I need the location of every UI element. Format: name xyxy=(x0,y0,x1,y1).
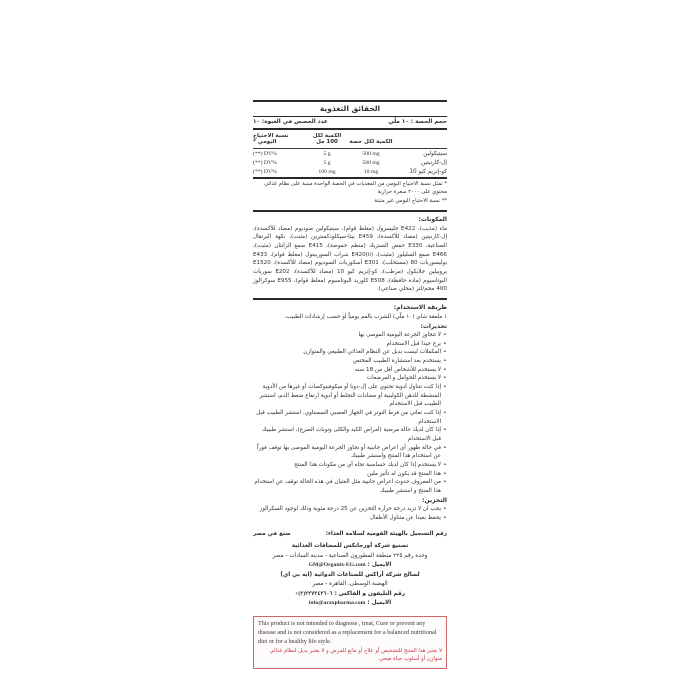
storage-item: • يجب ان لا تزيد درجة حرارة التخزين عن 25 درجة مئوية وذلك لوجود السكرالوز xyxy=(253,505,447,514)
storage-heading: التخزين: xyxy=(422,496,447,504)
registration-row xyxy=(253,531,447,537)
nutrient-per-serving: 10 mg xyxy=(363,169,379,176)
marketing-email: info@araxpharma.com xyxy=(308,599,366,606)
nutrient-daily-value: (**) DV% xyxy=(253,169,277,176)
footnote-daily-value: * تمثل نسبة الاحتياج اليومي من المغذيات في الحصة الواحدة مبنية على نظام غذائي محتوي على ٢٠٠٠ سعرة حرارية xyxy=(264,181,447,196)
serving-size: حجم الحصة : ١٠ ملّي xyxy=(388,119,447,125)
marketing-company-address: الهضبة الوسطى، القاهرة - مصر xyxy=(312,581,388,588)
warning-item: • في حالة ظهور أي اعراض جانبية أو تجاوز الجرعة اليومية الموصى بها توقف فوراً عن استخدام هذا المنتج واستشر طبيبك xyxy=(253,444,447,461)
warning-item: • لا يستخدم إذا كان لديك حساسية تجاه أي من مكونات هذا المنتج xyxy=(253,461,447,470)
storage-list xyxy=(253,505,447,522)
manufacturer-name: تصنيع شركة أورجانكس للمضافات الغذائية xyxy=(291,543,409,550)
warning-item: • لا يستخدم للحوامل و المرضعات xyxy=(253,374,447,383)
col-header-nutrient xyxy=(395,143,447,148)
usage-heading: طريقة الاستخدام: xyxy=(393,303,447,311)
footnote-not-established: ** نسبة الاحتياج اليومي غير مثبتة xyxy=(374,198,447,205)
nutrition-facts-title: الحقائق التغذوية xyxy=(319,104,381,113)
company-block xyxy=(253,542,447,608)
ingredients-text: ماء (مذيب)، E422 جليسرول (مغلظ قوام)، سيتيكولين صوديوم (مضاد للأكسدة)، إل-كارنيتين (مضاد للأكسدة)، E459 بيتا-سيكلودكسترين (مثبت)، نكهة البرتقال الصناعية، E330 حمض الستريك (منظم حموضة)، E415 صمغ الزانثان (مثبت)، E466 صمغ السليلوز (مثبت)، E420(ii) شراب السوربيتول (مغلظ قوام)، E433 بوليسوربات 80 (مستحلب)، E301 أسكوربات الصوديوم (مضاد للأكسدة)، E1520 بروبيلين جلايكول (مرطب)، كو-إنزيم كيو 10 (مضاد للأكسدة)، E202 سوربات البوتاسيوم (مادة حافظة)، E508 كلوريد البوتاسيوم (مغلظ قوام)، E955 سوكرالوز 400 مجم/لتر (محلي صناعي). xyxy=(253,225,448,293)
warning-item: • يستخدم بعد استشارة الطبيب المختص xyxy=(253,357,447,366)
warning-item: • إذا كان لديك حالة مرضية (أمراض الكبد والكلى ونوبات الصرع)، استشر طبيبك قبل الاستخدام xyxy=(253,426,447,443)
registration-number-label: رقم التسجيل بالهيئة القومية لسلامة الغذاء: xyxy=(325,531,447,538)
nutrition-facts-panel xyxy=(253,100,447,212)
nutrition-table xyxy=(253,130,447,149)
phone-fax-label: رقم التليفون و الفاكس : xyxy=(334,590,405,597)
phone-fax-line xyxy=(253,590,447,599)
manufacturer-email-line xyxy=(253,561,447,570)
warnings-list xyxy=(253,331,447,495)
warning-item: • المكملات ليست بديل عن النظام الغذائي الطبيعي والمتوازن xyxy=(253,348,447,357)
nutrient-name: سيتيكولين xyxy=(423,150,447,157)
col-header-daily-value: نسبة الاحتياج اليومي * xyxy=(253,132,289,146)
warning-item: • لا يستخدم للأشخاص أقل من 18 سنه xyxy=(253,366,447,375)
nutrition-table-body xyxy=(253,149,447,177)
nutrient-per-serving: 500 mg xyxy=(362,150,380,157)
disclaimer-english: This product is not intended to diagnose , treat, Cure or prevent any disease and is not considered as a replacement for a balanced nutritional diet or for a healthy life style. xyxy=(258,620,437,645)
made-in-label: صنع في مصر xyxy=(253,531,291,538)
marketing-email-line xyxy=(253,599,447,608)
daily-value-footnotes xyxy=(253,179,447,210)
warnings-heading: تحذيرات: xyxy=(420,322,447,330)
nutrient-per-100ml: 100 mg xyxy=(318,169,336,176)
nutrient-per-100ml: 5 g xyxy=(323,150,331,157)
nutrient-per-serving: 500 mg xyxy=(362,160,380,167)
warning-item: • من المعروف حدوث اعراض جانبية مثل الغثيان في هذه الحالة توقف عن استخدام هذا المنتج و استشر طبيبك xyxy=(253,478,447,495)
warning-item: • لا تتجاوز الجرعة اليومية الموصى بها xyxy=(253,331,447,340)
warning-item: • إذا كنت تعاني من فرط التوتر في الجهاز العصبي السمبتاوي، استشر الطبيب قبل الاستخدام xyxy=(253,409,447,426)
ingredients-section xyxy=(253,212,447,298)
col-header-per-100ml: الكمية لكل 100 مل xyxy=(312,132,342,146)
warning-item: • إذا كنت تتناول أدوية تحتوي على إل-دوبا أو ميكوفينوكسات أو غيرها من الأدوية المنشطة للذهن الكولينية أو مضادات التجلط أو أدوية ارتفاع ضغط الدم، استشر الطبيب قبل الاستخدام xyxy=(253,383,447,409)
nutrient-name: كو-إنزيم كيو 10 xyxy=(409,169,447,176)
disclaimer-box xyxy=(253,616,447,669)
manufacturer-address: وحدة رقم ٢٢٥ منطقة المطورون الصناعية - مدينة السادات - مصر xyxy=(272,552,428,559)
disclaimer-arabic: لا يعتبر هذا المنتج للتشخيص أو علاج أو مانع للمرض و لا يعتبر بديل لنظام غذائي متوازن أو أسلوب حياة صحي xyxy=(269,648,442,663)
supplement-label xyxy=(253,100,447,669)
col-header-per-serving: الكمية لكل حصة xyxy=(349,139,393,146)
storage-item: • يحفظ بعيدا عن متناول الأطفال xyxy=(253,514,447,523)
serving-row xyxy=(253,117,447,128)
email-label: الايميل : xyxy=(367,562,392,569)
warning-item: • يرج جيدا قبل الاستخدام xyxy=(253,340,447,349)
nutrient-name: إل-كارنيتين xyxy=(420,160,447,167)
nutrient-daily-value: (**) DV% xyxy=(253,160,277,167)
ingredients-heading: المكونات: xyxy=(418,216,447,224)
servings-per-container: عدد الحصص في العبوة: ١٠ xyxy=(253,119,328,125)
phone-fax-number: +(٢)٢٢٧٢٤٢٦٠٦ xyxy=(294,590,333,597)
dose-instruction: ١ ملعقة شاي (١٠ ملّي) للشرب بالفم يومياً أو حسب إرشادات الطبيب. xyxy=(284,313,447,320)
warning-item: • هذا المنتج قد يكون له تأثير ملين xyxy=(253,470,447,479)
nutrient-daily-value: (**) DV% xyxy=(253,150,277,157)
email-label: الايميل : xyxy=(367,599,392,606)
marketing-company-name: لصالح شركة أراكس للصناعات الدوائية (ايه بي اي) xyxy=(280,571,420,578)
nutrient-per-100ml: 5 g xyxy=(323,160,331,167)
manufacturer-email: GM@Organix-EG.com xyxy=(308,562,366,569)
usage-section xyxy=(253,300,447,527)
